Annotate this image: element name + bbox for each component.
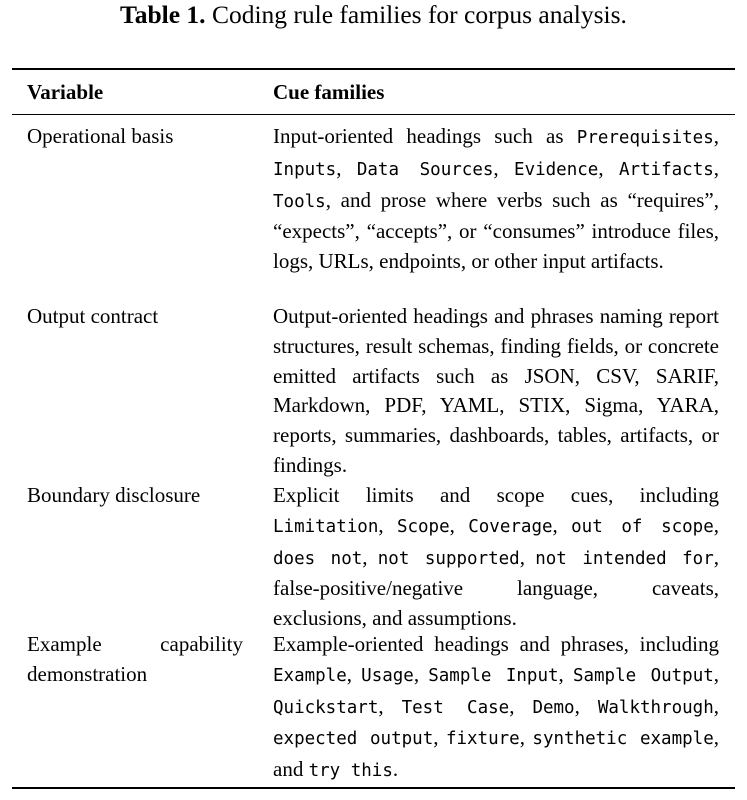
row-variable-example-capability-demonstration: Example capability demonstration (27, 632, 243, 686)
cue-text: Input-oriented headings such as (273, 124, 577, 148)
cue-text: , (574, 693, 598, 718)
cue-text: . (392, 757, 399, 782)
cue-text: , (713, 661, 720, 686)
cue-term-code: Data Sources (356, 159, 494, 180)
table-top-rule (12, 68, 735, 70)
row-cues-example-capability-demonstration (273, 630, 719, 787)
cue-term-code: synthetic example (532, 729, 714, 750)
cue-text: , (713, 512, 719, 537)
cue-term-code: Prerequisites (576, 128, 714, 148)
cue-term-code: fixture (445, 729, 520, 750)
cue-term-code: Tools (273, 191, 326, 212)
cue-term-code: Usage (361, 665, 414, 686)
table-caption-text: Coding rule families for corpus analysis. (205, 0, 627, 29)
cue-term-code: Walkthrough (597, 697, 714, 718)
cue-term-code: Scope (396, 516, 450, 537)
cue-text: , (378, 693, 402, 718)
column-header-variable: Variable (27, 80, 104, 104)
cue-text: , (362, 544, 378, 569)
cue-term-code: expected output (273, 729, 434, 750)
row-cues-output-contract (273, 302, 719, 481)
cue-text: , and prose where verbs such as “requires”, “expects”, “accepts”, or “consumes” introduce files, logs, URLs, endpoints, or other input artifacts. (273, 187, 719, 274)
row-variable-boundary-disclosure: Boundary disclosure (27, 483, 201, 507)
cue-term-code: Quickstart (273, 697, 379, 718)
row-variable-operational-basis: Operational basis (27, 124, 174, 148)
cue-text: , (713, 124, 719, 148)
cue-term-code: Limitation (273, 516, 379, 537)
cue-term-code: try this (308, 761, 393, 782)
cue-term-code: not intended for (535, 548, 714, 569)
table-caption (0, 0, 747, 30)
cue-text: , (378, 512, 397, 537)
cue-text: Example-oriented headings and phrases, including (273, 632, 719, 656)
cue-term-code: Example (273, 665, 347, 686)
cue-text: , (552, 512, 572, 537)
row-cues-operational-basis (273, 122, 719, 277)
cue-text: Explicit limits and scope cues, including (273, 483, 719, 507)
cue-text: Output-oriented headings and phrases naming report structures, result schemas, finding fields, or concrete emitted artifacts such as JSON, CSV, SARIF, Markdown, PDF, YAML, STIX, Sigma, YARA, reports, summaries, dashboards, tables, artifacts, or findings. (273, 304, 719, 477)
cue-term-code: Demo (532, 697, 575, 718)
cue-term-code: out of scope (571, 516, 714, 537)
cue-text: , (713, 693, 719, 718)
cue-term-code: Evidence (514, 159, 599, 180)
cue-text: , (449, 512, 469, 537)
cue-term-code: Test Case (401, 697, 510, 718)
table-caption-label: Table 1. (120, 0, 206, 29)
cue-text: , (433, 725, 446, 750)
cue-term-code: not supported (377, 548, 520, 569)
cue-term-code: Sample Input (428, 665, 559, 686)
cue-text: , (509, 693, 533, 718)
table-bottom-rule (12, 787, 735, 789)
cue-term-code: Inputs (273, 159, 337, 180)
cue-term-code: Sample Output (572, 665, 714, 686)
table-header-rule (12, 114, 735, 115)
cue-text: , false-positive/negative language, caveats, exclusions, and assumptions. (273, 544, 719, 631)
column-header-cue-families: Cue families (273, 80, 385, 104)
cue-text: , (493, 155, 515, 180)
cue-text: , (713, 155, 720, 180)
cue-text: , (598, 155, 619, 180)
cue-term-code: Artifacts (618, 159, 714, 180)
row-cues-boundary-disclosure (273, 481, 719, 634)
cue-text: , (519, 725, 533, 750)
cue-text: , (346, 661, 362, 686)
cue-text: , (413, 661, 429, 686)
cue-term-code: Coverage (468, 516, 553, 537)
row-variable-output-contract: Output contract (27, 304, 159, 328)
cue-text: , (519, 544, 536, 569)
cue-text: , and (273, 725, 719, 782)
cue-text: , (558, 661, 573, 686)
cue-term-code: does not (273, 548, 363, 569)
cue-text: , (336, 155, 357, 180)
